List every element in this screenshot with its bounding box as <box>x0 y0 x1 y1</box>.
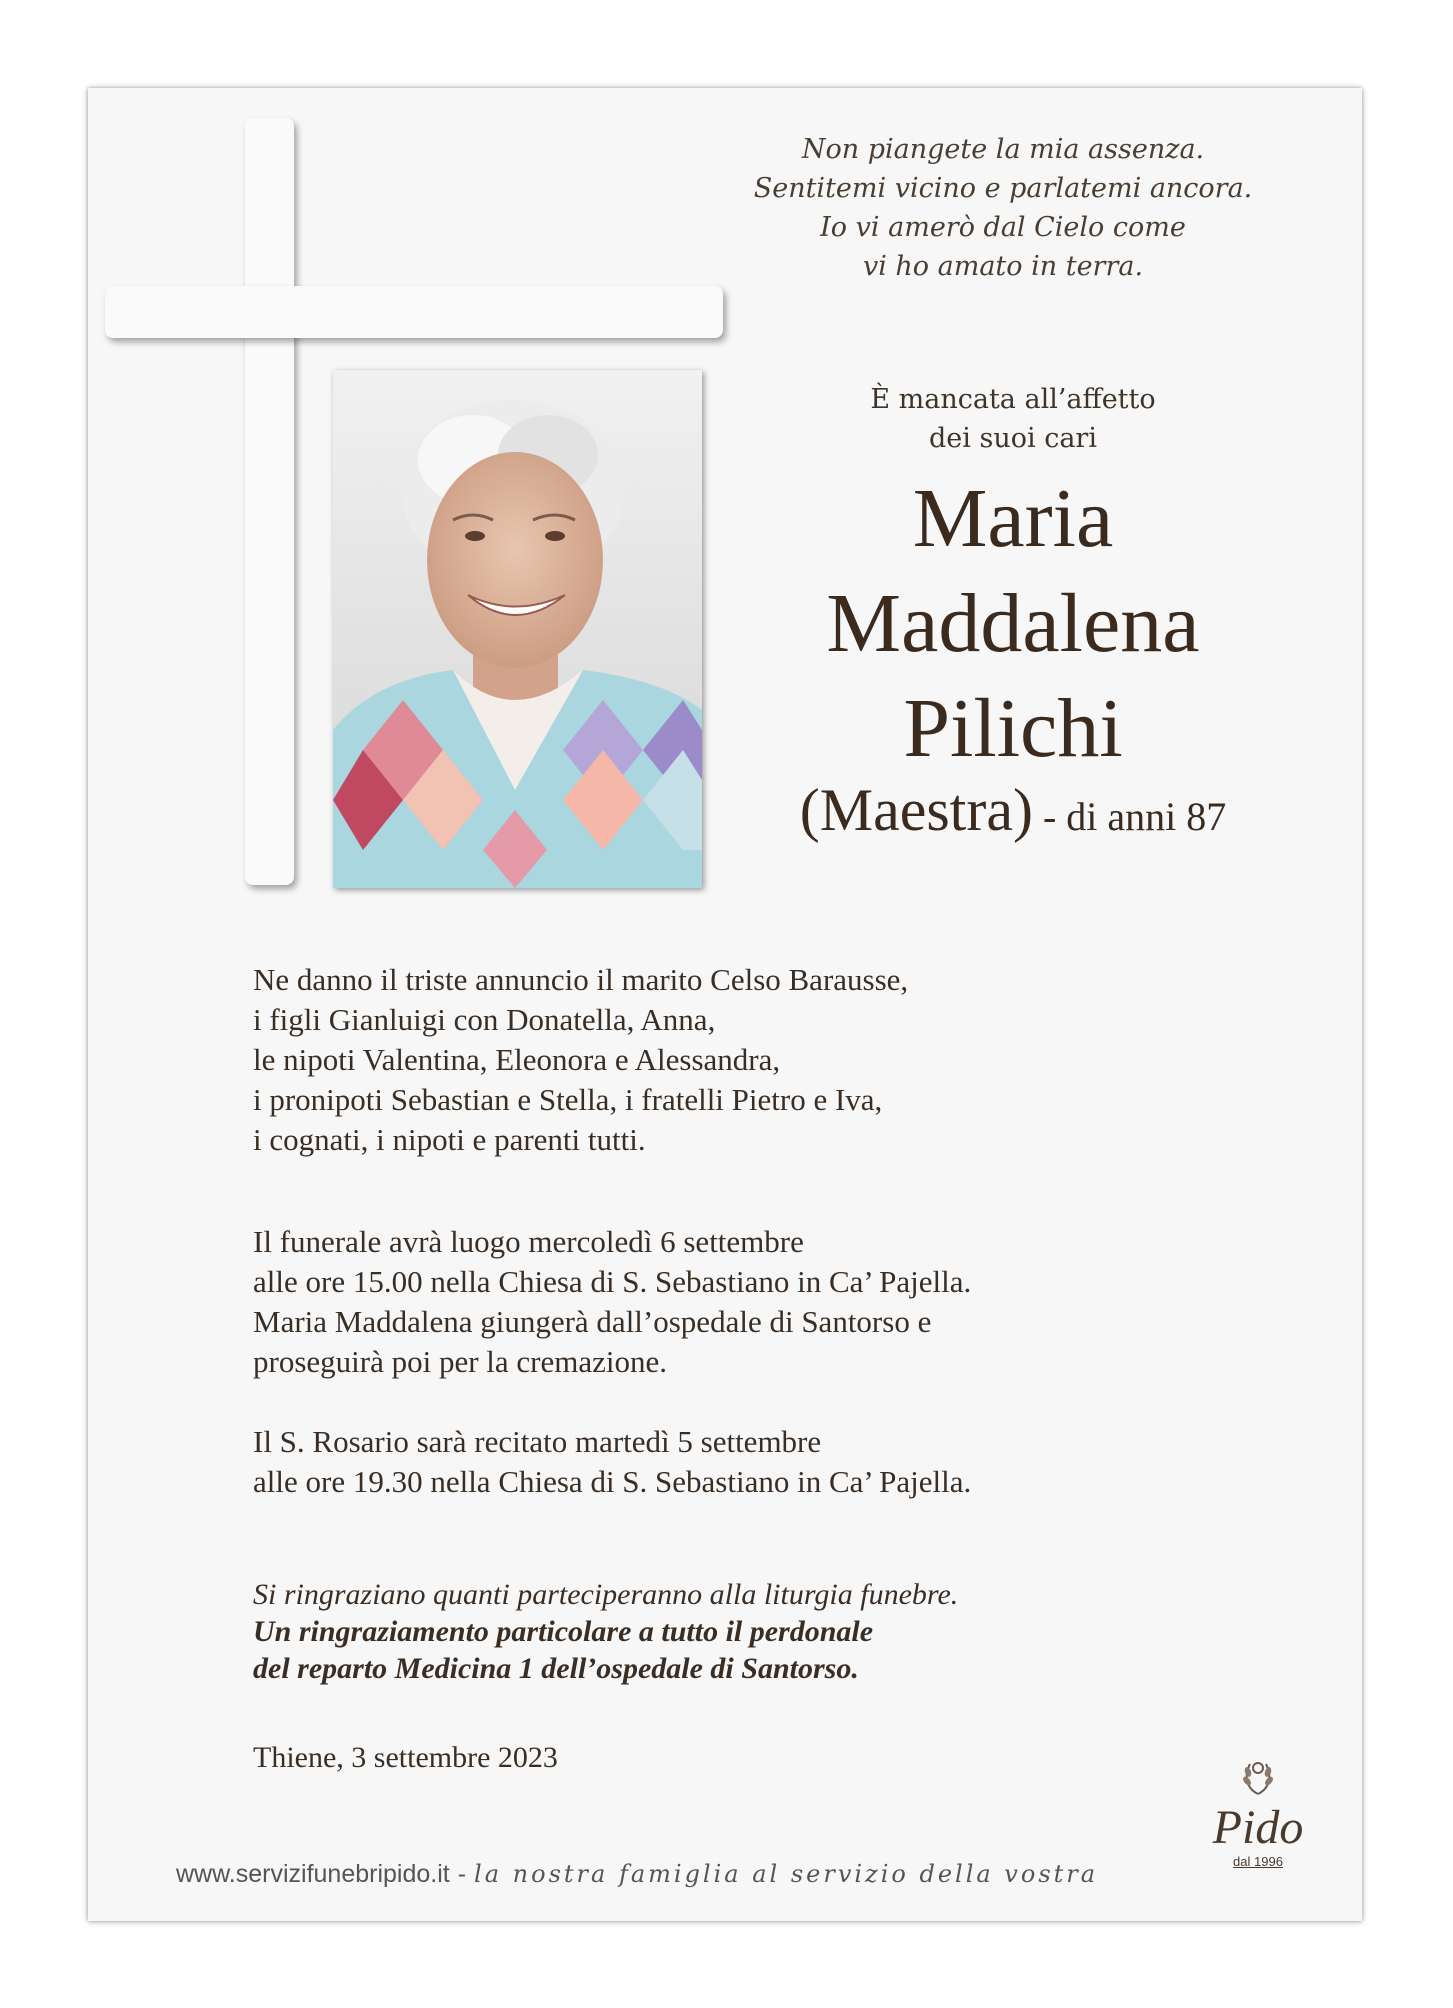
rosary-paragraph <box>253 1422 971 1502</box>
announcement-line: i cognati, i nipoti e parenti tutti. <box>253 1122 646 1157</box>
poem <box>688 130 1318 286</box>
poem-line: Non piangete la mia assenza. <box>801 134 1205 165</box>
place-date: Thiene, 3 settembre 2023 <box>253 1741 558 1774</box>
footer <box>176 1860 1098 1889</box>
intro-text <box>788 380 1238 458</box>
logo-name: Pido <box>1212 1801 1304 1854</box>
funeral-home-logo <box>1193 1758 1323 1869</box>
funeral-line: alle ore 15.00 nella Chiesa di S. Sebastiano in Ca’ Pajella. <box>253 1264 972 1299</box>
footer-separator: - <box>457 1860 467 1888</box>
funeral-line: Maria Maddalena giungerà dall’ospedale di Santorso e <box>253 1304 932 1339</box>
poem-line: vi ho amato in terra. <box>862 251 1144 282</box>
portrait-illustration <box>333 370 702 888</box>
rosary-line: Il S. Rosario sarà recitato martedì 5 settembre <box>253 1424 822 1459</box>
rosary-line: alle ore 19.30 nella Chiesa di S. Sebastiano in Ca’ Pajella. <box>253 1464 972 1499</box>
funeral-line: Il funerale avrà luogo mercoledì 6 settembre <box>253 1224 804 1259</box>
deceased-age: - di anni 87 <box>1032 794 1227 839</box>
laurel-icon <box>1238 1758 1278 1798</box>
logo-since: dal 1996 <box>1233 1854 1283 1869</box>
announcement-line: le nipoti Valentina, Eleonora e Alessandra, <box>253 1042 781 1077</box>
announcement-line: i pronipoti Sebastian e Stella, i fratelli Pietro e Iva, <box>253 1082 883 1117</box>
deceased-nickname: (Maestra) <box>799 777 1033 843</box>
name-line: Maria <box>912 472 1114 565</box>
cross-horizontal-beam <box>105 286 723 338</box>
announcement-line: Ne danno il triste annuncio il marito Celso Barausse, <box>253 962 909 997</box>
intro-line: È mancata all’affetto <box>870 384 1156 415</box>
funeral-line: proseguirà poi per la cremazione. <box>253 1344 668 1379</box>
deceased-subtitle <box>688 776 1338 845</box>
footer-motto: la nostra famiglia al servizio della vostra <box>474 1860 1099 1888</box>
name-line: Pilichi <box>903 682 1123 775</box>
cross-vertical-beam <box>245 118 294 885</box>
thanks-line-bold: Un ringraziamento particolare a tutto il perdonale <box>253 1615 874 1648</box>
deceased-name <box>688 466 1338 781</box>
thanks-paragraph <box>253 1576 958 1687</box>
announcement-line: i figli Gianluigi con Donatella, Anna, <box>253 1002 716 1037</box>
funeral-paragraph <box>253 1222 971 1382</box>
thanks-line: Si ringraziano quanti parteciperanno alla liturgia funebre. <box>253 1578 959 1611</box>
thanks-line-bold: del reparto Medicina 1 dell’ospedale di Santorso. <box>253 1652 859 1685</box>
announcement-paragraph <box>253 960 908 1160</box>
intro-line: dei suoi cari <box>929 423 1097 454</box>
name-line: Maddalena <box>826 577 1200 670</box>
portrait-photo <box>333 370 702 888</box>
website-link[interactable]: www.servizifunebripido.it <box>176 1860 450 1888</box>
poem-line: Sentitemi vicino e parlatemi ancora. <box>753 173 1253 204</box>
obituary-card <box>88 88 1362 1921</box>
poem-line: Io vi amerò dal Cielo come <box>820 212 1186 243</box>
